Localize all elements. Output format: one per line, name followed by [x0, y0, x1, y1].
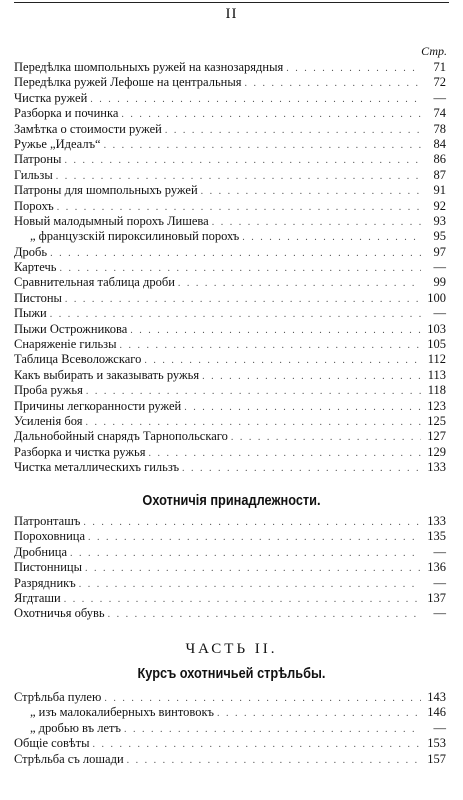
toc-section-3: [14, 690, 446, 767]
dot-leader: [108, 607, 421, 622]
dot-leader: [88, 530, 421, 545]
toc-entry-title: „ изъ малокалиберныхъ винтовокъ: [30, 705, 214, 720]
toc-entry-title: Сравнительная таблица дроби: [14, 275, 175, 290]
dot-leader: [121, 107, 421, 122]
toc-entry-title: Проба ружья: [14, 383, 83, 398]
toc-section-2: [14, 514, 446, 622]
toc-entry-page: 118: [427, 383, 446, 398]
toc-entry-title: Картечь: [14, 260, 57, 275]
toc-entry-title: Патронташъ: [14, 514, 81, 528]
toc-entry-page: 105: [427, 337, 446, 352]
toc-entry-page: 93: [433, 213, 446, 228]
toc-entry: [14, 383, 446, 398]
toc-entry: [14, 137, 446, 152]
toc-entry-page: 95: [433, 229, 446, 244]
toc-entry-title: Гильзы: [14, 167, 53, 182]
toc-entry-title: Таблица Всеволожскаго: [14, 352, 142, 367]
toc-entry: [14, 245, 446, 260]
toc-entry: [14, 705, 446, 720]
toc-entry-title: Какъ выбирать и заказывать ружья: [14, 367, 200, 382]
dot-leader: [144, 353, 421, 368]
dot-leader: [178, 276, 421, 291]
toc-entry: [14, 736, 446, 751]
toc-entry-title: Дробница: [14, 544, 68, 559]
toc-entry-page: 133: [427, 514, 446, 528]
toc-entry-title: Пыжи: [14, 306, 47, 321]
toc-entry: [14, 199, 446, 214]
toc-entry-page: 91: [433, 183, 446, 198]
toc-entry-title: Усиленія боя: [14, 413, 83, 428]
dot-leader: [65, 292, 421, 307]
toc-entry: [14, 545, 446, 560]
toc-entry-title: Дальнобойный снарядъ Тарнопольскаго: [14, 429, 228, 444]
toc-entry-title: Ягдташи: [14, 590, 61, 605]
toc-entry-page: 113: [427, 367, 446, 382]
toc-entry-title: „ французскій пироксилиновый порохъ: [30, 229, 240, 244]
toc-entry: [14, 591, 446, 606]
toc-entry-page: 100: [427, 290, 446, 305]
toc-entry-page: —: [433, 720, 446, 735]
toc-entry: [14, 91, 446, 106]
toc-entry-page: 153: [427, 736, 446, 751]
toc-entry: [14, 260, 446, 275]
dot-leader: [182, 461, 421, 476]
dot-leader: [85, 561, 421, 576]
toc-entry-page: 112: [427, 352, 446, 367]
dot-leader: [90, 92, 421, 107]
dot-leader: [64, 153, 421, 168]
toc-entry-title: Чистка ружей: [14, 90, 88, 105]
toc-entry-title: Пыжи Острожникова: [14, 321, 128, 336]
toc-entry: [14, 183, 446, 198]
toc-entry-title: Ружье „Идеалъ“: [14, 136, 101, 151]
toc-entry-title: Чистка металлическихъ гильзъ: [14, 460, 180, 475]
toc-entry-page: —: [433, 90, 446, 105]
dot-leader: [56, 169, 421, 184]
toc-entry-page: 127: [427, 429, 446, 444]
dot-leader: [70, 546, 421, 561]
toc-entry-page: 125: [427, 413, 446, 428]
dot-leader: [127, 753, 421, 768]
toc-entry-page: 74: [433, 106, 446, 121]
toc-entry-page: 143: [427, 690, 446, 704]
dot-leader: [202, 369, 421, 384]
toc-entry-page: 71: [433, 60, 446, 74]
toc-entry-title: Дробь: [14, 244, 48, 259]
header-rule: [14, 2, 449, 3]
toc-entry-page: —: [433, 544, 446, 559]
toc-entry-page: —: [433, 606, 446, 621]
dot-leader: [60, 261, 422, 276]
toc-entry: [14, 337, 446, 352]
dot-leader: [104, 138, 421, 153]
toc-entry: [14, 75, 446, 90]
toc-entry-page: 136: [427, 560, 446, 575]
dot-leader: [79, 577, 421, 592]
toc-entry-page: —: [433, 306, 446, 321]
toc-entry: [14, 721, 446, 736]
toc-entry: [14, 306, 446, 321]
toc-entry-title: Разрядникъ: [14, 575, 76, 590]
toc-entry-title: Патроны: [14, 152, 62, 167]
dot-leader: [130, 323, 421, 338]
dot-leader: [244, 76, 421, 91]
toc-entry-page: 99: [433, 275, 446, 290]
toc-entry-title: Передѣлка шомпольныхъ ружей на казнозарядныя: [14, 60, 284, 74]
toc-entry: [14, 752, 446, 767]
toc-entry: [14, 291, 446, 306]
dot-leader: [86, 415, 421, 430]
dot-leader: [286, 61, 421, 76]
toc-entry-page: —: [433, 260, 446, 275]
toc-entry: [14, 168, 446, 183]
toc-entry-page: 123: [427, 398, 446, 413]
toc-entry: [14, 576, 446, 591]
toc-entry-title: Пистоны: [14, 290, 62, 305]
toc-entry-page: 97: [433, 244, 446, 259]
toc-entry-title: Порохъ: [14, 198, 54, 213]
section-heading-accessories: Охотничія принадлежности.: [142, 493, 321, 509]
toc-entry-page: 146: [427, 705, 446, 720]
toc-entry: [14, 352, 446, 367]
dot-leader: [120, 338, 421, 353]
toc-entry: [14, 322, 446, 337]
dot-leader: [50, 246, 421, 261]
toc-entry: [14, 690, 446, 705]
toc-entry-title: Стрѣльба пулею: [14, 690, 102, 704]
toc-entry-title: Стрѣльба съ лошади: [14, 751, 124, 766]
toc-entry-title: Пороховница: [14, 529, 86, 544]
toc-entry: [14, 460, 446, 475]
dot-leader: [231, 430, 421, 445]
toc-entry-page: 135: [427, 529, 446, 544]
toc-entry-title: Замѣтка о стоимости ружей: [14, 121, 162, 136]
toc-entry-page: 72: [433, 75, 446, 90]
dot-leader: [242, 230, 421, 245]
toc-entry-page: 133: [427, 460, 446, 475]
toc-entry: [14, 414, 446, 429]
toc-entry: [14, 275, 446, 290]
dot-leader: [124, 722, 421, 737]
dot-leader: [83, 515, 421, 530]
toc-entry: [14, 529, 446, 544]
toc-entry-title: „ дробью въ летъ: [30, 720, 121, 735]
toc-entry: [14, 429, 446, 444]
toc-entry-title: Патроны для шомпольныхъ ружей: [14, 183, 198, 198]
toc-entry: [14, 560, 446, 575]
dot-leader: [64, 592, 421, 607]
toc-entry: [14, 606, 446, 621]
dot-leader: [57, 200, 421, 215]
toc-entry-page: 86: [433, 152, 446, 167]
toc-entry-title: Передѣлка ружей Лефоше на центральныя: [14, 75, 242, 90]
toc-entry-title: Разборка и починка: [14, 106, 119, 121]
toc-entry: [14, 60, 446, 75]
page-column-header: Стр.: [421, 44, 447, 58]
dot-leader: [86, 384, 421, 399]
toc-entry-title: Причины легкоранности ружей: [14, 398, 182, 413]
toc-section-1: [14, 60, 446, 476]
toc-entry: [14, 106, 446, 121]
toc-entry: [14, 368, 446, 383]
toc-entry-page: 103: [427, 321, 446, 336]
toc-entry: [14, 152, 446, 167]
dot-leader: [93, 737, 421, 752]
toc-entry: [14, 122, 446, 137]
dot-leader: [165, 123, 421, 138]
toc-entry-title: Общіе совѣты: [14, 736, 90, 751]
toc-entry: [14, 214, 446, 229]
dot-leader: [184, 400, 421, 415]
toc-entry-page: 92: [433, 198, 446, 213]
page-number: II: [225, 6, 238, 22]
toc-entry-page: 87: [433, 167, 446, 182]
toc-entry: [14, 445, 446, 460]
toc-entry-page: —: [433, 575, 446, 590]
dot-leader: [104, 691, 421, 706]
dot-leader: [50, 307, 421, 322]
toc-entry: [14, 514, 446, 529]
toc-entry-title: Снаряженіе гильзы: [14, 337, 117, 352]
toc-entry-title: Охотничья обувь: [14, 606, 105, 621]
dot-leader: [148, 446, 421, 461]
toc-entry-page: 84: [433, 136, 446, 151]
toc-entry: [14, 399, 446, 414]
toc-entry: [14, 229, 446, 244]
toc-entry-page: 157: [427, 751, 446, 766]
toc-entry-page: 78: [433, 121, 446, 136]
part-heading: ЧАСТЬ II.: [185, 641, 278, 657]
dot-leader: [201, 184, 421, 199]
dot-leader: [217, 706, 421, 721]
toc-entry-title: Пистонницы: [14, 560, 82, 575]
dot-leader: [212, 215, 421, 230]
toc-entry-page: 129: [427, 444, 446, 459]
toc-entry-title: Новый малодымный порохъ Лишева: [14, 213, 209, 228]
toc-entry-title: Разборка и чистка ружья: [14, 444, 146, 459]
section-heading-shooting-course: Курсъ охотничьей стрѣльбы.: [137, 666, 326, 682]
toc-entry-page: 137: [427, 590, 446, 605]
